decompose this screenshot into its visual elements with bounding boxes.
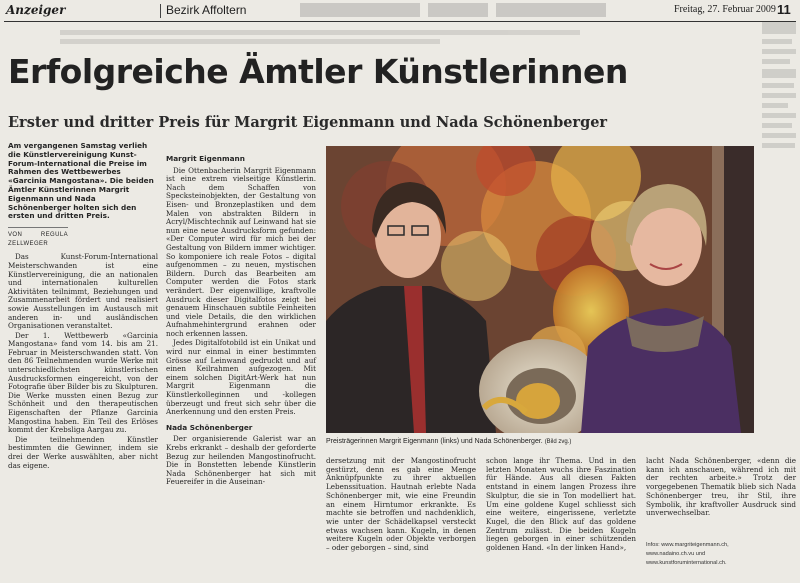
bleed-through-header — [300, 2, 640, 18]
info-line: www.nadaino.ch.vu und — [646, 551, 706, 557]
article-lead: Am vergangenen Samstag verlieh die Künstlervereinigung Kunst-Forum-International die Preise im Rahmen des Wettbewerbes «Garcinia Mangostana». Die beiden Ämtler Künstlerinnen Margrit Eigenmann und Nada Schönenberger holten sich den ersten und dritten Preis. — [8, 141, 154, 221]
column-5 — [646, 457, 796, 518]
article-title: Erfolgreiche Ämtler Künstlerinnen — [8, 52, 628, 91]
header-separator — [160, 4, 161, 18]
issue-date: Freitag, 27. Februar 2009 — [674, 4, 776, 15]
page-number: 11 — [777, 2, 791, 17]
paragraph: Die teilnehmenden Künstler bestimmten die Gewinner, indem sie drei der Werke auswählten, aber nicht das eigene. — [8, 434, 158, 470]
paragraph: dersetzung mit der Mangostinofrucht gestürzt, denn es gab eine Menge Anknüpfpunkte zu ihrer aktuellen Lebenssituation. Hautnah erlebte Nada Schönenberger mit, wie eine Freundin an einem Hirntumor erkrankte. Es machte sie betroffen und nachdenklich, wie unter der Schädelkapsel versteckt etwas wachsen kann. Kugeln, in denen weitere Kugeln oder Objekte verborgen – oder geborgen – sind, sind — [326, 456, 476, 553]
section-heading-margrit: Margrit Eigenmann — [166, 154, 245, 163]
paragraph: schon lange ihr Thema. Und in den letzten Monaten wuchs ihre Faszination für Hände. Aus all diesen Fakten entstand in einem langen Prozess ihre Skulptur, die sie in Ton modelliert hat. Um eine goldene Kugel schliesst sich eine weitere, eingerissene, verletzte Kugel, die den Blick auf das goldene Zentrum zulässt. Die beiden Kugeln liegen geborgen in einer schützenden goldenen Hand. «In der linken Hand», — [486, 456, 636, 553]
info-line: www.kunstforuminternational.ch. — [646, 560, 727, 566]
paragraph: Die Ottenbacherin Margrit Eigenmann ist eine extrem vielseitige Künstlerin. Nach dem Schaffen von Specksteinobjekten, der Gestaltung von Eisen- und Bronzeplastiken und dem Malen von abstrakten Bildern in Acryl/Mischtechnik auf Leinwand hat sie nun eine neue Ausdrucksform gefunden: «Der Computer wird für mich bei der Gestaltung von Bildern immer wichtiger. So komponiere ich reale Fotos – digital aufgenommen – zu neuen, mystischen Bildern. Durch das Bearbeiten am Computer werden die Fotos stark verändert. Der eigenwillige, kraftvolle Ausdruck dieser Digitalfotos zeigt bei genauem Hinschauen subtile Feinheiten und viele Details, die den wirklichen Aufnahmehintergrund erahnen oder noch erkennen lassen. — [166, 165, 316, 338]
column-2 — [166, 152, 316, 488]
caption-text: Preisträgerinnen Margrit Eigenmann (links) und Nada Schönenberger. — [326, 438, 543, 445]
paragraph: Der organisierende Galerist war an Krebs erkrankt – deshalb der geforderte Bezug zur heilenden Mangostinofrucht. Die in Bonstetten lebende Künstlerin Nada Schönenberger hat sich mit Feuereifer in die Auseinan- — [166, 434, 316, 487]
section-name: Bezirk Affoltern — [166, 3, 247, 17]
column-4 — [486, 457, 636, 553]
photo-illustration — [326, 146, 754, 433]
page-header — [0, 0, 800, 22]
section-heading-nada: Nada Schönenberger — [166, 422, 253, 432]
byline: VON REGULA ZELLWEGER — [8, 227, 68, 248]
paragraph: Jedes Digitalfotobild ist ein Unikat und wird nur einmal in einer bestimmten Grösse auf Leinwand gedruckt und auf einen Keilrahmen aufgezogen. Mit einem solchen DigitArt-Werk hat nun Margrit Eigenmann die Künstlerkolleginnen und -kollegen überzeugt und freut sich sehr über die Anerkennung und den ersten Preis. — [166, 338, 316, 417]
column-1 — [8, 142, 158, 471]
bleed-through-text — [60, 30, 620, 48]
header-rule — [4, 21, 796, 22]
column-3 — [326, 457, 476, 553]
paragraph: Der 1. Wettbewerb «Garcinia Mangostana» fand vom 14. bis am 21. Februar in Meisterschwanden statt. Von den 86 Teilnehmenden wurde Werke mit unterschiedlichsten künstlerischen Ausdrucksformen eingereicht, von der Fotografie über Bilder bis zu Skulpturen. Die Werke mussten einen Bezug zur Schönheit und den therapeutischen Eigenschaften der Pflanze Garcinia Mangostina haben. Ein Teil des Erlöses kommt der Krebsliga Aargau zu. — [8, 330, 158, 435]
article-subtitle: Erster und dritter Preis für Margrit Eigenmann und Nada Schönenberger — [8, 114, 608, 131]
paragraph: Das Kunst-Forum-International Meisterschwanden ist eine Künstlervereinigung, die an nationalen und internationalen kulturellen Aktivitäten teilnimmt, Beziehungen und Zusammenarbeit fördert und realisiert sowie Ausstellungen im Austausch mit anderen in- und ausländischen Organisationen veranstaltet. — [8, 252, 158, 331]
newspaper-logo: Anzeiger — [6, 3, 66, 17]
article-photo — [326, 146, 754, 433]
info-links — [646, 541, 796, 568]
paragraph: lacht Nada Schönenberger, «denn die kann ich anschauen, während ich mit der rechten arbeite.» Trotz der vorgegebenen Thematik blieb sich Nada Schönenberger treu, ihr Stil, ihre Symbolik, ihr kraftvoller Ausdruck sind unverwechselbar. — [646, 456, 796, 518]
info-line: Infos: www.margriteigenmann.ch, — [646, 542, 729, 548]
photo-credit: (Bild zvg.) — [544, 439, 572, 445]
photo-caption — [326, 438, 754, 445]
